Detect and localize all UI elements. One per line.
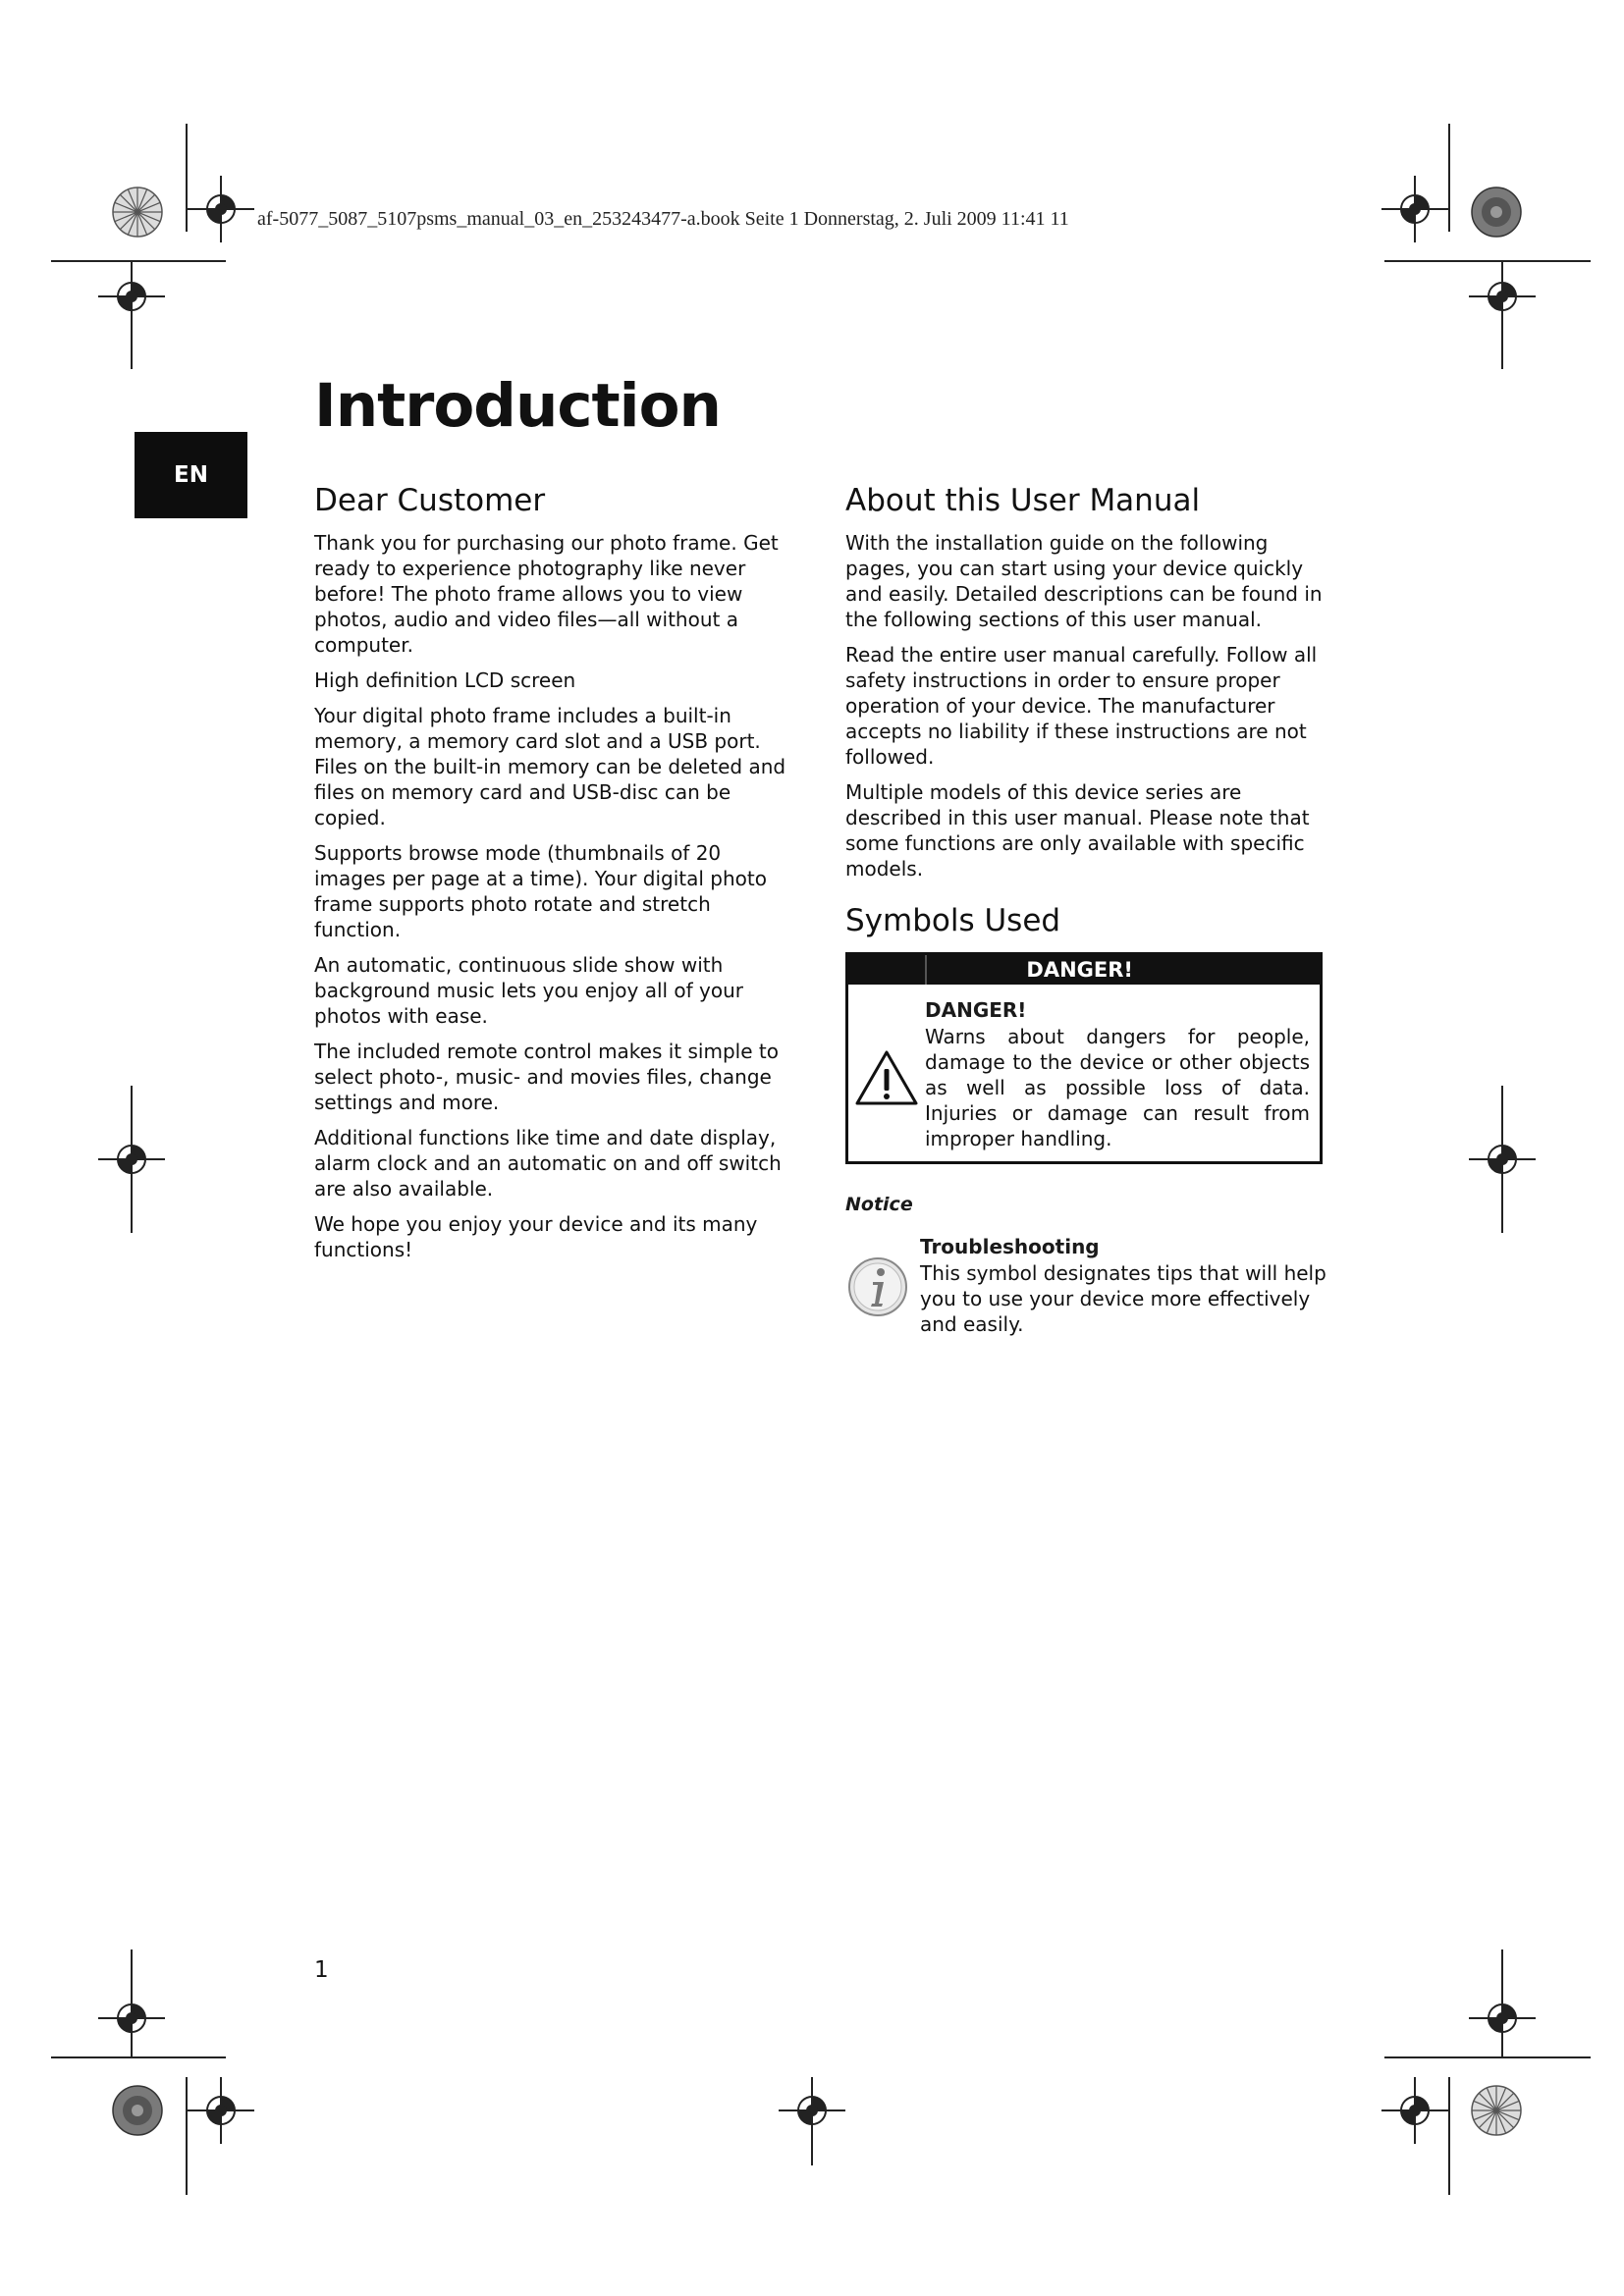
- registration-mark-top-left: [51, 124, 254, 369]
- paragraph: Thank you for purchasing our photo frame. Get ready to experience photography like never before! The photo frame allows you to view photos, audio and video files—all without a computer.: [314, 531, 779, 657]
- file-header-line: af-5077_5087_5107psms_manual_03_en_253243477-a.book Seite 1 Donnerstag, 2. Juli 2009 11:41 11: [257, 208, 1069, 230]
- info-icon: [845, 1237, 910, 1337]
- left-column: [314, 483, 795, 1272]
- paragraph: High definition LCD screen: [314, 668, 576, 692]
- notice-label: Notice: [845, 1194, 913, 1215]
- notice-block: [845, 1235, 1326, 1337]
- warning-triangle-icon: [854, 1004, 919, 1151]
- registration-mark-middle-left: [98, 1086, 165, 1233]
- danger-box-header: DANGER!: [848, 955, 1320, 985]
- registration-mark-bottom-left: [51, 1949, 254, 2195]
- paragraph: Multiple models of this device series are described in this user manual. Please note that some functions are only available with specific models.: [845, 780, 1310, 881]
- dear-customer-heading: Dear Customer: [314, 483, 546, 518]
- paragraph: We hope you enjoy your device and its many functions!: [314, 1212, 758, 1261]
- paragraph: The included remote control makes it simple to select photo-, music- and movies files, change settings and more.: [314, 1040, 779, 1114]
- notice-title: Troubleshooting: [920, 1235, 1100, 1258]
- paragraph: Read the entire user manual carefully. Follow all safety instructions in order to ensure proper operation of your device. The manufacturer accepts no liability if these instructions are not followed.: [845, 643, 1318, 769]
- danger-box-body: [848, 985, 1320, 1161]
- paragraph: Supports browse mode (thumbnails of 20 images per page at a time). Your digital photo frame supports photo rotate and stretch function.: [314, 841, 767, 941]
- paragraph: An automatic, continuous slide show with background music lets you enjoy all of your photos with ease.: [314, 953, 744, 1028]
- page-number: 1: [314, 1957, 329, 1983]
- danger-description: Warns about dangers for people, damage to the device or other objects as well as possible loss of data. Injuries or damage can result from improper handling.: [925, 1025, 1310, 1150]
- notice-text: [920, 1235, 1326, 1337]
- danger-text: [925, 998, 1310, 1151]
- registration-mark-bottom-center: [779, 2077, 845, 2165]
- paragraph: Your digital photo frame includes a built-in memory, a memory card slot and a USB port. Files on the built-in memory can be deleted and files on memory card and USB-disc can be copied.: [314, 704, 786, 829]
- notice-description: This symbol designates tips that will help you to use your device more effectively and easily.: [920, 1261, 1326, 1336]
- danger-box: [845, 952, 1323, 1164]
- paragraph: With the installation guide on the following pages, you can start using your device quickly and easily. Detailed descriptions can be found in the following sections of this user manual.: [845, 531, 1323, 631]
- registration-mark-middle-right: [1469, 1086, 1536, 1233]
- symbols-used-heading: Symbols Used: [845, 903, 1061, 938]
- language-tab: EN: [135, 432, 247, 518]
- registration-mark-bottom-right: [1381, 1949, 1591, 2195]
- paragraph: Additional functions like time and date display, alarm clock and an automatic on and off switch are also available.: [314, 1126, 782, 1201]
- right-column: [845, 483, 1326, 1337]
- page-title: Introduction: [314, 371, 721, 441]
- about-manual-heading: About this User Manual: [845, 483, 1201, 518]
- registration-mark-top-right: [1381, 124, 1591, 369]
- danger-label: DANGER!: [925, 998, 1027, 1022]
